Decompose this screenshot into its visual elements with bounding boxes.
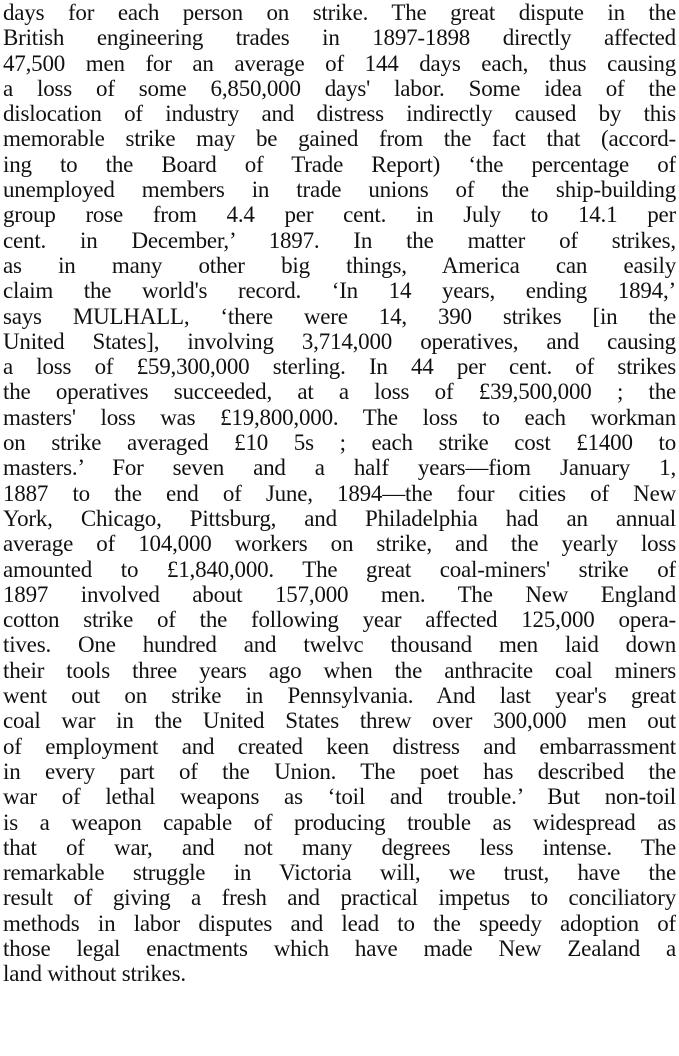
text-line-content: that of war, and not many degrees less intense. The (3, 834, 676, 860)
text-line-content: the operatives succeeded, at a loss of £39,500,000 ; the (3, 379, 676, 405)
newspaper-column (3, 0, 676, 987)
text-line-content: cent. in December,’ 1897. In the matter of strikes, (3, 227, 676, 253)
text-line-content: a loss of some 6,850,000 days' labor. Some idea of the (3, 75, 676, 101)
text-line-content: masters' loss was £19,800,000. The loss to each workman (3, 404, 676, 430)
text-line (3, 911, 676, 936)
text-line-content: land without strikes. (3, 961, 186, 987)
text-line-content: war of lethal weapons as ‘toil and trouble.’ But non-toil (3, 784, 676, 810)
text-line (3, 228, 676, 253)
text-line-content: amounted to £1,840,000. The great coal-miners' strike of (3, 556, 676, 582)
text-line (3, 126, 676, 151)
text-line (3, 835, 676, 860)
text-line (3, 455, 676, 480)
text-line-content: remarkable struggle in Victoria will, we trust, have the (3, 860, 676, 886)
text-line (3, 734, 676, 759)
text-line (3, 253, 676, 278)
text-line (3, 531, 676, 556)
text-line (3, 177, 676, 202)
text-line-content: their tools three years ago when the anthracite coal miners (3, 657, 676, 683)
text-line-content: masters.’ For seven and a half years—fiom January 1, (3, 455, 676, 481)
text-line (3, 860, 676, 885)
text-line (3, 759, 676, 784)
text-line (3, 506, 676, 531)
text-line-content: those legal enactments which have made New Zealand a (3, 935, 676, 961)
text-line (3, 152, 676, 177)
text-line (3, 607, 676, 632)
text-line-content: dislocation of industry and distress indirectly caused by this (3, 101, 676, 127)
text-line (3, 658, 676, 683)
text-line-content: United States], involving 3,714,000 operatives, and causing (3, 328, 676, 354)
text-line (3, 632, 676, 657)
text-line (3, 582, 676, 607)
text-line (3, 557, 676, 582)
text-line (3, 354, 676, 379)
text-line (3, 784, 676, 809)
text-line (3, 481, 676, 506)
text-line-content: 1897 involved about 157,000 men. The New England (3, 581, 676, 607)
text-line-content: methods in labor disputes and lead to the speedy adoption of (3, 910, 676, 936)
text-line-content: British engineering trades in 1897-1898 directly affected (3, 25, 676, 51)
text-line (3, 708, 676, 733)
text-line (3, 683, 676, 708)
text-line-content: memorable strike may be gained from the fact that (accord- (3, 126, 676, 152)
text-line (3, 76, 676, 101)
text-line-last (3, 961, 676, 986)
text-line-content: went out on strike in Pennsylvania. And last year's great (3, 683, 676, 709)
text-line (3, 936, 676, 961)
text-line (3, 101, 676, 126)
text-line-content: coal war in the United States threw over 300,000 men out (3, 708, 676, 734)
text-line-content: result of giving a fresh and practical impetus to conciliatory (3, 885, 676, 911)
text-line (3, 405, 676, 430)
text-line-content: unemployed members in trade unions of the ship-building (3, 177, 676, 203)
text-line (3, 810, 676, 835)
text-line (3, 329, 676, 354)
text-line-content: as in many other big things, America can easily (3, 252, 676, 278)
text-line-content: 1887 to the end of June, 1894—the four cities of New (3, 480, 676, 506)
text-line-content: on strike averaged £10 5s ; each strike cost £1400 to (3, 430, 676, 456)
text-line (3, 885, 676, 910)
text-line (3, 0, 676, 25)
text-line-content: a loss of £59,300,000 sterling. In 44 per cent. of strikes (3, 354, 676, 380)
text-line-content: average of 104,000 workers on strike, and the yearly loss (3, 531, 676, 557)
text-line-content: of employment and created keen distress and embarrassment (3, 733, 676, 759)
text-line (3, 278, 676, 303)
text-line-content: York, Chicago, Pittsburg, and Philadelphia had an annual (3, 505, 676, 531)
text-line (3, 430, 676, 455)
text-line-content: in every part of the Union. The poet has described the (3, 758, 676, 784)
text-line (3, 25, 676, 50)
text-line-content: claim the world's record. ‘In 14 years, ending 1894,’ (3, 278, 676, 304)
text-line-content: is a weapon capable of producing trouble as widespread as (3, 809, 676, 835)
text-line (3, 202, 676, 227)
text-line (3, 304, 676, 329)
text-line (3, 379, 676, 404)
text-line-content: 47,500 men for an average of 144 days each, thus causing (3, 50, 676, 76)
text-line (3, 51, 676, 76)
text-line-content: ing to the Board of Trade Report) ‘the percentage of (3, 151, 676, 177)
text-line-content: days for each person on strike. The great dispute in the (3, 0, 676, 25)
text-line-content: tives. One hundred and twelvc thousand men laid down (3, 632, 676, 658)
text-line-content: cotton strike of the following year affected 125,000 opera- (3, 607, 676, 633)
text-line-content: group rose from 4.4 per cent. in July to 14.1 per (3, 202, 676, 228)
text-line-content: says MULHALL, ‘there were 14, 390 strikes [in the (3, 303, 676, 329)
